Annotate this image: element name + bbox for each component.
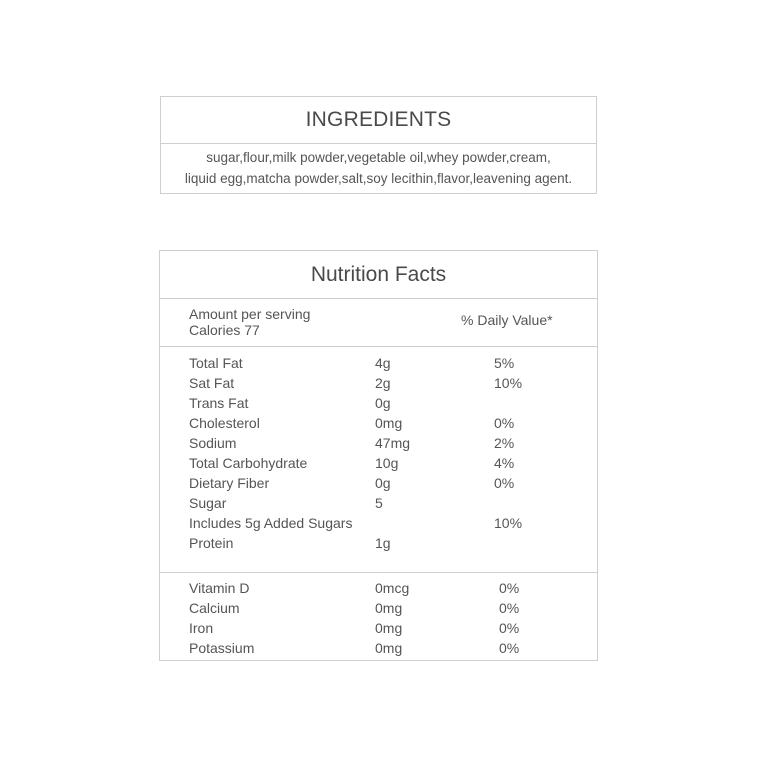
calories-label: Calories 77 [189,322,260,338]
nutrient-row [160,638,597,658]
nutrient-row [160,598,597,618]
nutrient-name: Total Fat [189,355,243,371]
nutrition-facts-panel [159,250,598,661]
nutrient-name: Trans Fat [189,395,249,411]
nutrient-percent: 0% [494,415,515,431]
nutrient-amount: 10g [375,455,399,471]
nutrient-name: Calcium [189,600,240,616]
nutrient-row [160,393,597,413]
daily-value-header: % Daily Value* [461,312,553,328]
amount-per-serving-label: Amount per serving [189,306,311,322]
nutrient-amount: 0mg [375,415,403,431]
nutrient-name: Sodium [189,435,237,451]
nutrient-name: Vitamin D [189,580,250,596]
nutrient-row [160,533,597,553]
nutrient-row [160,493,597,513]
nutrient-amount: 0g [375,475,391,491]
ingredients-panel [160,96,597,194]
nutrient-amount: 0g [375,395,391,411]
nutrient-amount: 1g [375,535,391,551]
ingredients-list [161,144,596,189]
nutrient-row [160,618,597,638]
nutrient-row [160,373,597,393]
ingredients-line: sugar,flour,milk powder,vegetable oil,whey powder,cream, [206,150,551,165]
nutrient-percent: 4% [494,455,515,471]
micronutrient-table [160,573,597,661]
nutrient-name: Cholesterol [189,415,260,431]
serving-header [160,299,597,347]
nutrient-name: Iron [189,620,214,636]
nutrient-percent: 0% [499,620,520,636]
nutrient-name: Potassium [189,640,255,656]
nutrient-amount: 0mcg [375,580,410,596]
nutrient-percent: 10% [494,515,523,531]
nutrient-row [160,473,597,493]
nutrient-amount: 47mg [375,435,411,451]
nutrient-row [160,433,597,453]
nutrient-name: Dietary Fiber [189,475,270,491]
nutrient-amount: 4g [375,355,391,371]
nutrient-amount: 5 [375,495,383,511]
nutrient-amount: 0mg [375,600,403,616]
nutrient-row [160,453,597,473]
nutrient-amount: 0mg [375,620,403,636]
nutrient-amount: 2g [375,375,391,391]
nutrient-amount: 0mg [375,640,403,656]
nutrient-row [160,578,597,598]
macronutrient-table [160,347,597,573]
nutrient-percent: 5% [494,355,515,371]
nutrient-row [160,413,597,433]
nutrient-percent: 10% [494,375,523,391]
nutrient-percent: 0% [499,640,520,656]
nutrient-percent: 0% [499,580,520,596]
nutrient-name: Includes 5g Added Sugars [189,515,353,531]
nutrition-title: Nutrition Facts [160,251,597,299]
nutrient-row [160,353,597,373]
nutrient-name: Protein [189,535,234,551]
ingredients-line: liquid egg,matcha powder,salt,soy lecithin,flavor,leavening agent. [184,171,573,186]
nutrient-percent: 0% [494,475,515,491]
nutrient-percent: 0% [499,600,520,616]
nutrient-name: Sugar [189,495,227,511]
ingredients-title: INGREDIENTS [161,97,596,144]
nutrient-row [160,513,597,533]
nutrient-name: Total Carbohydrate [189,455,308,471]
nutrient-percent: 2% [494,435,515,451]
nutrient-name: Sat Fat [189,375,235,391]
